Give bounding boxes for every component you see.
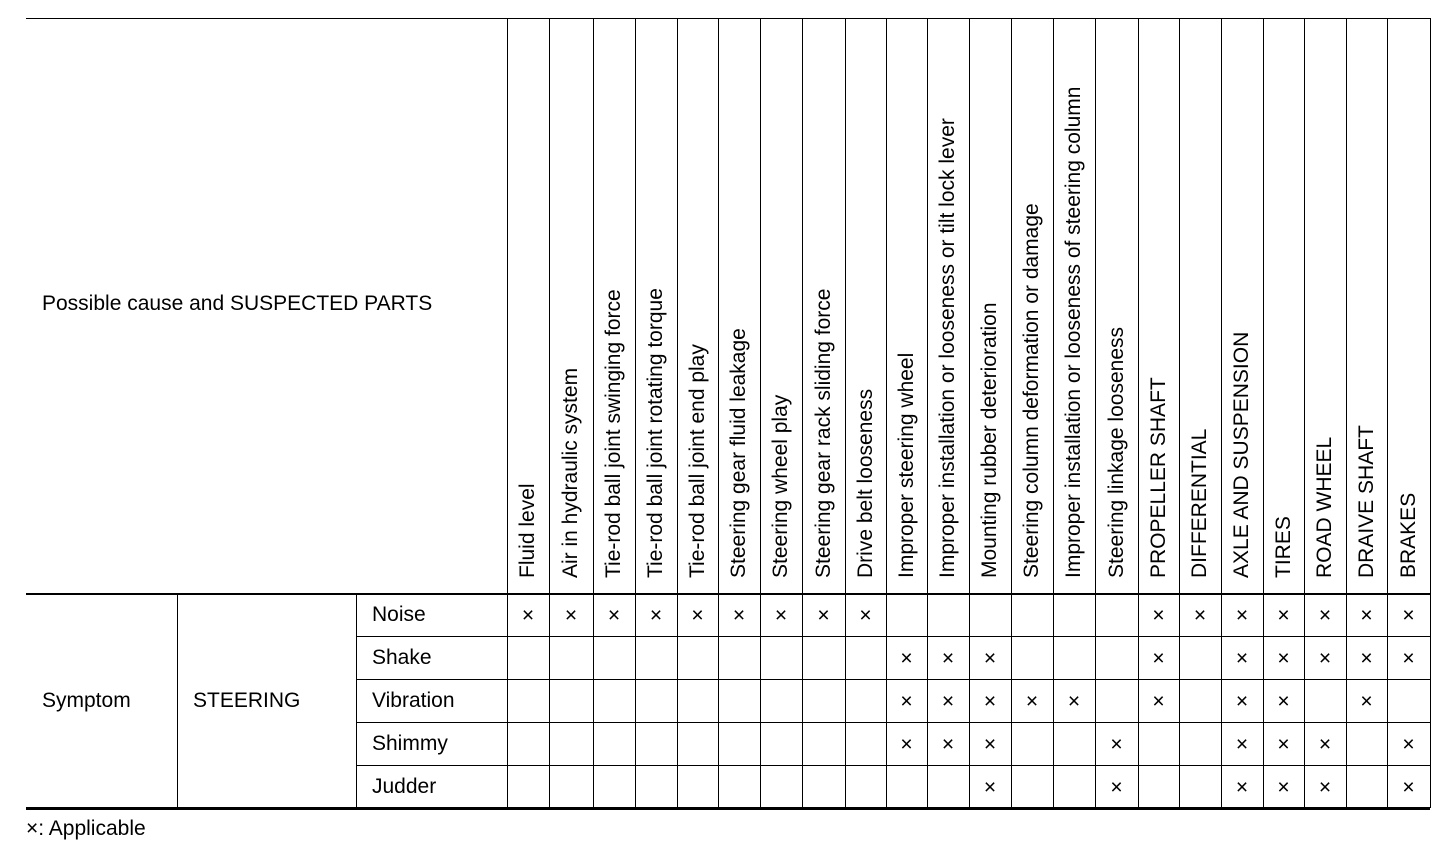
applicable-mark: × xyxy=(1402,646,1415,670)
applicable-mark: × xyxy=(1152,689,1165,713)
column-header-8: Steering gear rack sliding force xyxy=(811,288,835,578)
applicable-mark: × xyxy=(1318,732,1332,756)
column-header-12: Mounting rubber deterioration xyxy=(978,302,1001,578)
applicable-mark: × xyxy=(900,689,913,713)
column-header-11: Improper installation or looseness or tilt lock lever xyxy=(936,118,959,578)
symptom-row-label: Judder xyxy=(372,774,437,798)
applicable-mark: × xyxy=(1318,603,1332,627)
applicable-mark: × xyxy=(941,646,955,670)
header-title: Possible cause and SUSPECTED PARTS xyxy=(42,292,433,315)
column-header-5: Tie-rod ball joint end play xyxy=(685,344,709,578)
column-header-18: AXLE AND SUSPENSION xyxy=(1230,331,1253,578)
header-bottom-border xyxy=(26,593,1430,595)
applicable-mark: × xyxy=(1152,646,1165,670)
column-divider xyxy=(1263,18,1264,808)
applicable-mark: × xyxy=(941,689,955,713)
column-divider xyxy=(1346,18,1347,808)
column-divider xyxy=(593,18,594,808)
applicable-mark: × xyxy=(1193,603,1207,627)
applicable-mark: × xyxy=(1277,603,1290,627)
system-label: STEERING xyxy=(193,688,301,712)
applicable-mark: × xyxy=(1277,775,1290,799)
applicable-mark: × xyxy=(1402,603,1415,627)
applicable-mark: × xyxy=(1277,732,1290,756)
column-header-21: DRAIVE SHAFT xyxy=(1354,425,1378,578)
applicable-mark: × xyxy=(1235,775,1249,799)
table-bottom-border xyxy=(26,807,1430,810)
symptom-row-label: Noise xyxy=(372,602,426,626)
column-header-14: Improper installation or looseness of steering column xyxy=(1062,86,1085,578)
column-header-3: Tie-rod ball joint swinging force xyxy=(602,289,625,578)
applicable-mark: × xyxy=(607,603,621,627)
column-divider xyxy=(1138,18,1139,808)
column-divider xyxy=(1221,18,1222,808)
applicable-mark: × xyxy=(1235,646,1249,670)
column-divider xyxy=(1304,18,1305,808)
applicable-mark: × xyxy=(521,603,535,627)
symptom-column-divider xyxy=(177,593,178,808)
applicable-mark: × xyxy=(691,603,704,627)
column-header-13: Steering column deformation or damage xyxy=(1020,203,1043,578)
symptom-row-label: Shake xyxy=(372,645,432,669)
system-column-divider xyxy=(356,593,357,808)
column-divider xyxy=(760,18,761,808)
column-divider xyxy=(969,18,970,808)
applicable-mark: × xyxy=(983,646,997,670)
applicable-mark: × xyxy=(817,603,830,627)
applicable-mark: × xyxy=(983,775,997,799)
applicable-mark: × xyxy=(732,603,746,627)
applicable-mark: × xyxy=(1235,689,1249,713)
column-header-19: TIRES xyxy=(1271,516,1295,578)
column-divider xyxy=(1011,18,1012,808)
applicable-mark: × xyxy=(1277,646,1290,670)
column-header-15: Steering linkage looseness xyxy=(1104,327,1128,578)
applicable-mark: × xyxy=(1110,732,1123,756)
applicable-mark: × xyxy=(859,603,872,627)
applicable-mark: × xyxy=(1235,732,1249,756)
applicable-mark: × xyxy=(1402,732,1415,756)
row-divider xyxy=(356,679,1430,680)
applicable-mark: × xyxy=(1360,689,1373,713)
column-header-2: Air in hydraulic system xyxy=(559,367,582,578)
applicable-mark: × xyxy=(1360,603,1373,627)
column-divider xyxy=(1053,18,1054,808)
applicable-mark: × xyxy=(983,732,997,756)
footnote: ×: Applicable xyxy=(26,817,146,840)
row-divider xyxy=(356,765,1430,766)
column-divider xyxy=(718,18,719,808)
applicable-mark: × xyxy=(1360,646,1373,670)
column-header-20: ROAD WHEEL xyxy=(1313,436,1336,578)
column-header-7: Steering wheel play xyxy=(769,394,792,578)
column-header-6: Steering gear fluid leakage xyxy=(727,328,750,578)
applicable-mark: × xyxy=(774,603,788,627)
row-divider xyxy=(356,722,1430,723)
applicable-mark: × xyxy=(900,646,913,670)
column-divider xyxy=(845,18,846,808)
applicable-mark: × xyxy=(1025,689,1039,713)
symptom-row-label: Vibration xyxy=(372,688,455,712)
column-divider xyxy=(1387,18,1388,808)
column-header-22: BRAKES xyxy=(1396,492,1420,578)
symptom-row-label: Shimmy xyxy=(372,731,448,755)
applicable-mark: × xyxy=(1067,689,1081,713)
column-header-17: DIFFERENTIAL xyxy=(1188,428,1211,578)
column-header-16: PROPELLER SHAFT xyxy=(1146,377,1170,578)
column-divider xyxy=(927,18,928,808)
column-divider xyxy=(549,18,550,808)
symptom-label: Symptom xyxy=(42,688,131,712)
applicable-mark: × xyxy=(1318,646,1332,670)
table-top-border xyxy=(26,18,1430,19)
column-divider xyxy=(802,18,803,808)
column-header-10: Improper steering wheel xyxy=(894,352,918,578)
column-header-1: Fluid level xyxy=(516,483,539,578)
column-divider xyxy=(886,18,887,808)
column-divider xyxy=(1095,18,1096,808)
column-header-4: Tie-rod ball joint rotating torque xyxy=(644,288,667,578)
applicable-mark: × xyxy=(900,732,913,756)
applicable-mark: × xyxy=(941,732,955,756)
applicable-mark: × xyxy=(1110,775,1123,799)
column-divider xyxy=(1430,18,1431,808)
column-header-9: Drive belt looseness xyxy=(853,388,877,578)
column-divider xyxy=(677,18,678,808)
applicable-mark: × xyxy=(983,689,997,713)
column-divider xyxy=(507,18,508,808)
applicable-mark: × xyxy=(1152,603,1165,627)
applicable-mark: × xyxy=(1318,775,1332,799)
row-divider xyxy=(356,636,1430,637)
column-divider xyxy=(1179,18,1180,808)
applicable-mark: × xyxy=(564,603,578,627)
applicable-mark: × xyxy=(1402,775,1415,799)
applicable-mark: × xyxy=(1277,689,1290,713)
applicable-mark: × xyxy=(649,603,663,627)
column-divider xyxy=(635,18,636,808)
applicable-mark: × xyxy=(1235,603,1249,627)
